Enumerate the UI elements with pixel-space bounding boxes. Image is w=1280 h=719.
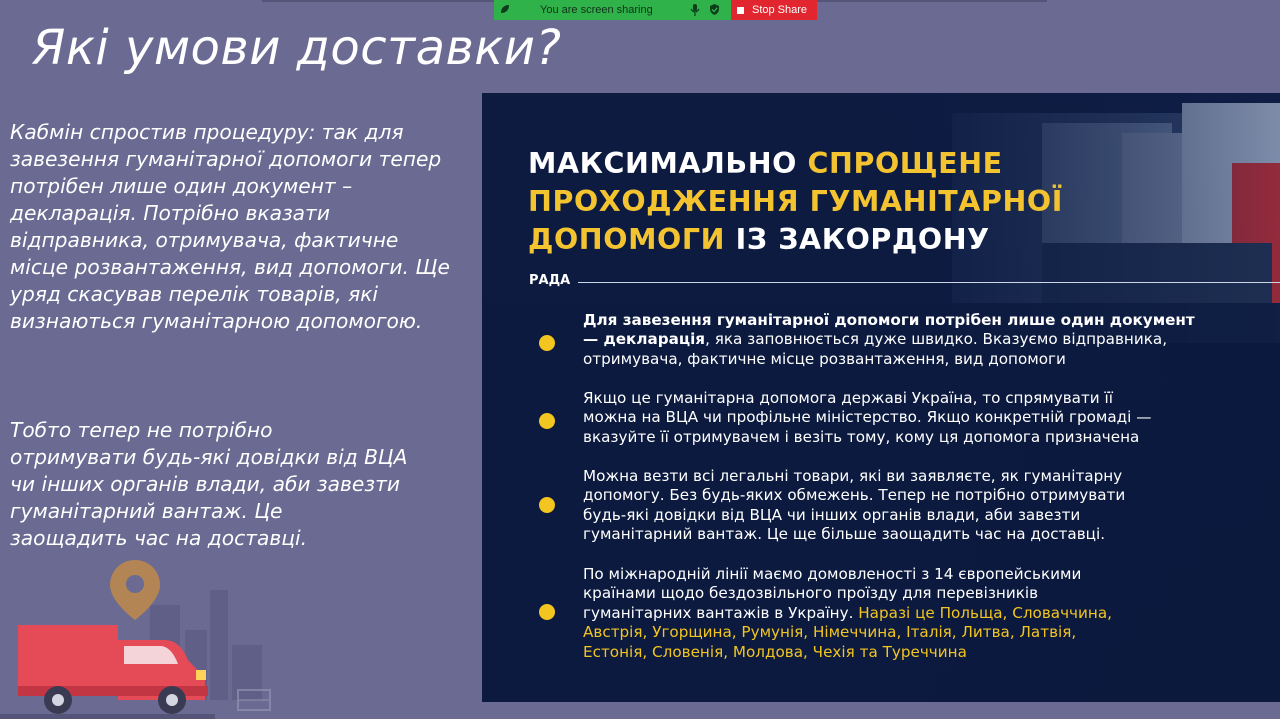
divider-line	[578, 282, 1280, 283]
bullet-icon	[539, 497, 555, 513]
item-1-line-3: отримувача, фактичне місце розвантаження, вид допомоги	[583, 349, 1066, 368]
item-3-line-1: Можна везти всі легальні товари, які ви заявляєте, як гуманітарну	[583, 467, 1123, 485]
infographic-image	[482, 93, 1280, 702]
paragraph-1-line: визнаються гуманітарною допомогою.	[10, 309, 423, 333]
source-label: РАДА	[529, 273, 571, 288]
screen-share-status-text: You are screen sharing	[540, 4, 653, 16]
bullet-icon	[539, 413, 555, 429]
item-1-line-2-bold: — декларація	[583, 330, 706, 349]
item-4-line-2: країнами щодо бездозвільного проїзду для перевізників	[583, 584, 1039, 603]
share-leaf-icon	[500, 4, 510, 14]
headline-yellow-3: ДОПОМОГИ	[528, 223, 736, 256]
info-item-1	[583, 311, 1280, 369]
stop-share-label: Stop Share	[752, 4, 808, 16]
screen-share-bar	[494, 0, 817, 20]
item-4-line-3-yellow: Наразі це Польща, Словаччина,	[858, 603, 1112, 622]
info-item-4	[583, 565, 1280, 662]
paragraph-2-line: заощадить час на доставці.	[10, 526, 307, 550]
paragraph-1-line: Кабмін спростив процедуру: так для	[10, 120, 404, 144]
headline-yellow-1: СПРОЩЕНЕ	[807, 147, 1003, 180]
headline-yellow-2: ПРОХОДЖЕННЯ ГУМАНІТАРНОЇ	[528, 185, 1063, 218]
slide-paragraph-1	[10, 119, 480, 335]
item-2-line-2: можна на ВЦА чи профільне міністерство. Якщо конкретній громаді —	[583, 408, 1152, 427]
item-4-line-5: Естонія, Словенія, Молдова, Чехія та Туреччина	[583, 642, 967, 661]
truck-icon	[0, 625, 215, 719]
stop-share-button[interactable]	[731, 0, 817, 20]
headline-white-1: МАКСИМАЛЬНО	[528, 147, 808, 180]
info-item-3	[583, 467, 1280, 545]
item-3-line-3: будь-які довідки від ВЦА чи інших органів влади, аби завезти	[583, 505, 1081, 524]
bullet-icon	[539, 335, 555, 351]
headline-white-3: ІЗ ЗАКОРДОНУ	[735, 223, 990, 256]
paragraph-2-line: чи інших органів влади, аби завезти	[10, 472, 400, 496]
slide-paragraph-2	[10, 417, 450, 552]
stop-square-icon	[737, 7, 744, 14]
item-4-line-3-white: гуманітарних вантажів в Україну.	[583, 603, 859, 622]
shield-check-icon[interactable]	[709, 4, 720, 15]
bullet-icon	[539, 604, 555, 620]
infographic-headline	[528, 145, 1063, 259]
delivery-truck-illustration	[0, 560, 290, 719]
item-4-line-4: Австрія, Угорщина, Румунія, Німеччина, Італія, Литва, Латвія,	[583, 623, 1077, 642]
paragraph-2-line: гуманітарний вантаж. Це	[10, 499, 283, 523]
item-3-line-4: гуманітарний вантаж. Це ще більше заощадить час на доставці.	[583, 525, 1106, 544]
item-2-line-1: Якщо це гуманітарна допомога державі Україна, то спрямувати її	[583, 389, 1113, 407]
paragraph-1-line: декларація. Потрібно вказати	[10, 201, 330, 225]
item-4-line-1: По міжнародній лінії маємо домовленості з 14 європейськими	[583, 565, 1082, 583]
paragraph-1-line: відправника, отримувача, фактичне	[10, 228, 399, 252]
item-3-line-2: допомогу. Без будь-яких обмежень. Тепер не потрібно отримувати	[583, 486, 1126, 505]
screen-share-status[interactable]	[494, 0, 731, 20]
paragraph-1-line: місце розвантаження, вид допомоги. Ще	[10, 255, 450, 279]
item-2-line-3: вказуйте її отримувачем і везіть тому, кому ця допомога призначена	[583, 427, 1140, 446]
microphone-icon[interactable]	[690, 4, 700, 16]
paragraph-1-line: уряд скасував перелік товарів, які	[10, 282, 379, 306]
slide-title: Які умови доставки?	[32, 20, 562, 76]
info-item-2	[583, 389, 1280, 447]
paragraph-1-line: потрібен лише один документ –	[10, 174, 353, 198]
paragraph-1-line: завезення гуманітарної допомоги тепер	[10, 147, 442, 171]
paragraph-2-line: Тобто тепер не потрібно	[10, 418, 273, 442]
item-1-line-2-rest: , яка заповнюється дуже швидко. Вказуємо відправника,	[705, 330, 1168, 349]
paragraph-2-line: отримувати будь-які довідки від ВЦА	[10, 445, 408, 469]
item-1-line-1: Для завезення гуманітарної допомоги потрібен лише один документ	[583, 311, 1195, 329]
